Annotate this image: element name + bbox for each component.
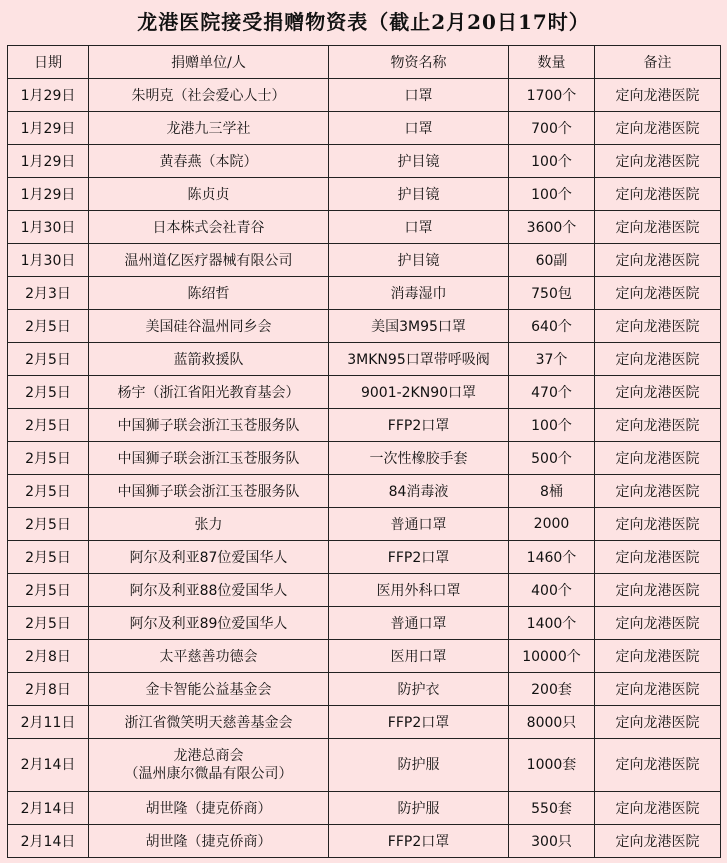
cell-donor: 阿尔及利亚87位爱国华人	[89, 541, 329, 574]
cell-date: 2月5日	[8, 442, 89, 475]
table-row	[8, 706, 721, 739]
cell-note: 定向龙港医院	[595, 706, 721, 739]
cell-item: 防护服	[329, 739, 509, 792]
cell-item: 医用口罩	[329, 640, 509, 673]
table-row	[8, 739, 721, 792]
cell-donor: 张力	[89, 508, 329, 541]
table-row	[8, 211, 721, 244]
cell-item: 美国3M95口罩	[329, 310, 509, 343]
cell-date: 2月3日	[8, 277, 89, 310]
cell-item: 9001-2KN90口罩	[329, 376, 509, 409]
cell-quantity: 750包	[509, 277, 595, 310]
cell-item: FFP2口罩	[329, 541, 509, 574]
cell-date: 1月29日	[8, 145, 89, 178]
cell-quantity: 37个	[509, 343, 595, 376]
table-row	[8, 409, 721, 442]
cell-date: 2月14日	[8, 825, 89, 858]
cell-date: 1月30日	[8, 244, 89, 277]
cell-date: 2月5日	[8, 409, 89, 442]
cell-item: 84消毒液	[329, 475, 509, 508]
cell-date: 2月5日	[8, 376, 89, 409]
table-row	[8, 673, 721, 706]
table-row	[8, 825, 721, 858]
cell-date: 2月14日	[8, 739, 89, 792]
cell-date: 2月5日	[8, 574, 89, 607]
cell-note: 定向龙港医院	[595, 640, 721, 673]
cell-item: 消毒湿巾	[329, 277, 509, 310]
cell-note: 定向龙港医院	[595, 310, 721, 343]
cell-item: 口罩	[329, 112, 509, 145]
column-header-date: 日期	[8, 46, 89, 79]
cell-quantity: 470个	[509, 376, 595, 409]
table-row	[8, 574, 721, 607]
cell-quantity: 100个	[509, 145, 595, 178]
cell-note: 定向龙港医院	[595, 607, 721, 640]
cell-donor: 杨宇（浙江省阳光教育基会）	[89, 376, 329, 409]
column-header-item: 物资名称	[329, 46, 509, 79]
cell-item: FFP2口罩	[329, 409, 509, 442]
cell-note: 定向龙港医院	[595, 673, 721, 706]
cell-quantity: 2000	[509, 508, 595, 541]
cell-date: 2月14日	[8, 792, 89, 825]
cell-item: 普通口罩	[329, 508, 509, 541]
cell-item: 普通口罩	[329, 607, 509, 640]
table-body	[8, 79, 721, 858]
cell-donor: 朱明克（社会爱心人士）	[89, 79, 329, 112]
cell-date: 1月29日	[8, 112, 89, 145]
cell-note: 定向龙港医院	[595, 112, 721, 145]
table-row	[8, 310, 721, 343]
cell-date: 2月5日	[8, 310, 89, 343]
cell-quantity: 1000套	[509, 739, 595, 792]
cell-quantity: 500个	[509, 442, 595, 475]
cell-donor: 温州道亿医疗器械有限公司	[89, 244, 329, 277]
cell-quantity: 1400个	[509, 607, 595, 640]
cell-quantity: 300只	[509, 825, 595, 858]
cell-donor: 蓝箭救援队	[89, 343, 329, 376]
cell-item: 一次性橡胶手套	[329, 442, 509, 475]
cell-quantity: 400个	[509, 574, 595, 607]
table-row	[8, 475, 721, 508]
cell-note: 定向龙港医院	[595, 178, 721, 211]
table-row	[8, 112, 721, 145]
cell-donor: 龙港九三学社	[89, 112, 329, 145]
table-row	[8, 607, 721, 640]
cell-date: 2月5日	[8, 475, 89, 508]
cell-donor: 阿尔及利亚89位爱国华人	[89, 607, 329, 640]
cell-note: 定向龙港医院	[595, 79, 721, 112]
page-title: 龙港医院接受捐赠物资表（截止2月20日17时）	[137, 10, 590, 34]
cell-donor: 陈贞贞	[89, 178, 329, 211]
cell-date: 1月29日	[8, 79, 89, 112]
cell-note: 定向龙港医院	[595, 541, 721, 574]
cell-item: 防护服	[329, 792, 509, 825]
cell-quantity: 1460个	[509, 541, 595, 574]
table-row	[8, 178, 721, 211]
cell-item: 医用外科口罩	[329, 574, 509, 607]
donation-table	[7, 45, 721, 858]
cell-donor: 阿尔及利亚88位爱国华人	[89, 574, 329, 607]
cell-quantity: 200套	[509, 673, 595, 706]
cell-note: 定向龙港医院	[595, 792, 721, 825]
cell-date: 2月8日	[8, 640, 89, 673]
column-header-donor: 捐赠单位/人	[89, 46, 329, 79]
cell-quantity: 100个	[509, 409, 595, 442]
table-row	[8, 541, 721, 574]
table-row	[8, 277, 721, 310]
cell-note: 定向龙港医院	[595, 739, 721, 792]
cell-date: 2月5日	[8, 343, 89, 376]
cell-donor: 美国硅谷温州同乡会	[89, 310, 329, 343]
cell-quantity: 640个	[509, 310, 595, 343]
column-header-quantity: 数量	[509, 46, 595, 79]
cell-quantity: 700个	[509, 112, 595, 145]
cell-note: 定向龙港医院	[595, 825, 721, 858]
cell-donor: 胡世隆（捷克侨商）	[89, 792, 329, 825]
cell-item: 防护衣	[329, 673, 509, 706]
cell-note: 定向龙港医院	[595, 145, 721, 178]
cell-donor: 陈绍哲	[89, 277, 329, 310]
cell-date: 2月5日	[8, 541, 89, 574]
cell-note: 定向龙港医院	[595, 277, 721, 310]
table-row	[8, 792, 721, 825]
donor-line: 龙港总商会	[173, 748, 244, 764]
cell-item: 护目镜	[329, 178, 509, 211]
cell-item: 护目镜	[329, 145, 509, 178]
cell-item: 护目镜	[329, 244, 509, 277]
cell-item: FFP2口罩	[329, 706, 509, 739]
cell-item: 口罩	[329, 79, 509, 112]
cell-note: 定向龙港医院	[595, 475, 721, 508]
cell-quantity: 100个	[509, 178, 595, 211]
cell-donor: 黄春燕（本院）	[89, 145, 329, 178]
cell-note: 定向龙港医院	[595, 508, 721, 541]
cell-donor: 中国狮子联会浙江玉苍服务队	[89, 442, 329, 475]
column-header-note: 备注	[595, 46, 721, 79]
cell-quantity: 10000个	[509, 640, 595, 673]
cell-item: FFP2口罩	[329, 825, 509, 858]
cell-item: 口罩	[329, 211, 509, 244]
cell-quantity: 1700个	[509, 79, 595, 112]
table-row	[8, 508, 721, 541]
cell-note: 定向龙港医院	[595, 211, 721, 244]
cell-donor: 浙江省微笑明天慈善基金会	[89, 706, 329, 739]
cell-note: 定向龙港医院	[595, 244, 721, 277]
table-row	[8, 244, 721, 277]
table-row	[8, 442, 721, 475]
cell-date: 2月5日	[8, 508, 89, 541]
table-row	[8, 640, 721, 673]
cell-donor: 中国狮子联会浙江玉苍服务队	[89, 409, 329, 442]
cell-quantity: 8桶	[509, 475, 595, 508]
cell-donor: 金卡智能公益基金会	[89, 673, 329, 706]
cell-donor: 太平慈善功德会	[89, 640, 329, 673]
cell-note: 定向龙港医院	[595, 376, 721, 409]
cell-date: 2月11日	[8, 706, 89, 739]
cell-note: 定向龙港医院	[595, 409, 721, 442]
cell-quantity: 60副	[509, 244, 595, 277]
cell-note: 定向龙港医院	[595, 442, 721, 475]
cell-donor: 胡世隆（捷克侨商）	[89, 825, 329, 858]
cell-date: 1月29日	[8, 178, 89, 211]
table-row	[8, 145, 721, 178]
cell-donor: 中国狮子联会浙江玉苍服务队	[89, 475, 329, 508]
cell-quantity: 550套	[509, 792, 595, 825]
cell-date: 1月30日	[8, 211, 89, 244]
cell-note: 定向龙港医院	[595, 574, 721, 607]
cell-date: 2月8日	[8, 673, 89, 706]
cell-date: 2月5日	[8, 607, 89, 640]
cell-quantity: 8000只	[509, 706, 595, 739]
cell-donor: 日本株式会社青谷	[89, 211, 329, 244]
table-row	[8, 343, 721, 376]
table-row	[8, 79, 721, 112]
cell-donor	[89, 739, 329, 792]
table-row	[8, 376, 721, 409]
cell-item: 3MKN95口罩带呼吸阀	[329, 343, 509, 376]
cell-note: 定向龙港医院	[595, 343, 721, 376]
cell-quantity: 3600个	[509, 211, 595, 244]
table-header-row	[8, 46, 721, 79]
donor-subline: （温州康尔微晶有限公司）	[124, 766, 293, 782]
